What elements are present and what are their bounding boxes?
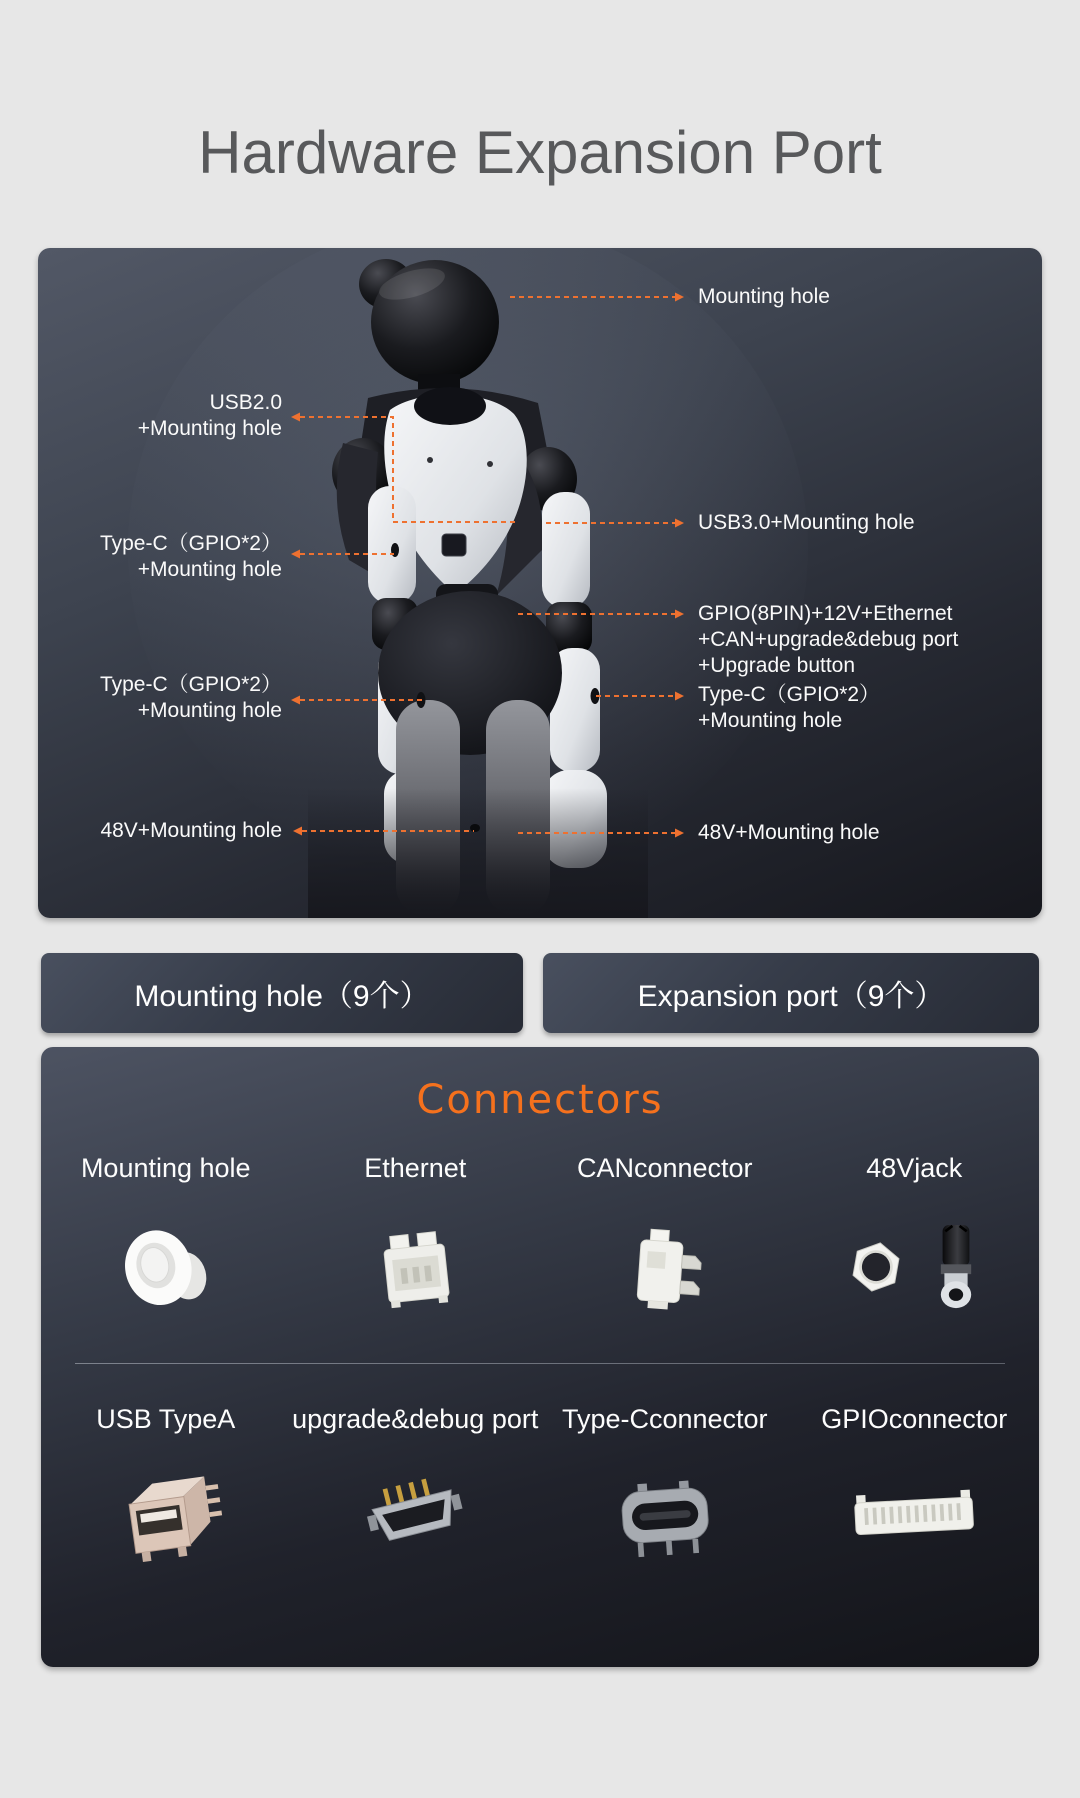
typec-connector-image xyxy=(594,1461,736,1566)
callout-line: Type-C（GPIO*2） xyxy=(698,683,881,706)
arrowhead-right-icon xyxy=(675,692,684,701)
arrowhead-right-icon xyxy=(675,610,684,619)
callout-line: +Upgrade button xyxy=(698,654,856,677)
gpio-connector-image xyxy=(844,1481,984,1547)
callout-line: Type-C（GPIO*2） xyxy=(99,532,282,555)
connectors-row1-images xyxy=(41,1217,1039,1317)
connector-label: GPIOconnector xyxy=(821,1404,1008,1434)
connectors-row2-images xyxy=(41,1456,1039,1571)
connector-label: 48Vjack xyxy=(866,1153,963,1183)
callout-typec-right xyxy=(698,682,880,734)
callout-line: 48V+Mounting hole xyxy=(698,821,880,844)
callout-line: +Mounting hole xyxy=(137,699,282,722)
robot-diagram-panel xyxy=(38,248,1042,918)
callout-48v-right xyxy=(698,820,880,846)
callout-line: +Mounting hole xyxy=(137,558,282,581)
connectors-heading: Connectors xyxy=(416,1077,664,1123)
banner-expansion-port xyxy=(543,953,1039,1033)
connector-label: Type-Cconnector xyxy=(561,1404,768,1434)
barrel-plug-icon xyxy=(931,1220,981,1314)
callout-line: 48V+Mounting hole xyxy=(100,819,282,842)
connectors-row2-labels xyxy=(41,1404,1039,1440)
arrowhead-right-icon xyxy=(675,829,684,838)
hex-nut-icon xyxy=(847,1237,905,1297)
callout-line: Mounting hole xyxy=(698,285,830,308)
mounting-hole-image xyxy=(111,1219,221,1315)
arrowhead-left-icon xyxy=(291,696,300,705)
callout-typec-left-2 xyxy=(38,672,282,724)
callout-line: GPIO(8PIN)+12V+Ethernet xyxy=(698,602,953,625)
arrowhead-left-icon xyxy=(291,413,300,422)
banner-label: Mounting hole（9个） xyxy=(134,980,430,1013)
connector-label: Ethernet xyxy=(364,1153,467,1183)
connector-label: upgrade&debug port xyxy=(292,1404,539,1434)
callout-usb3 xyxy=(698,510,915,536)
callout-mounting-hole-top xyxy=(698,284,830,310)
callout-line: +CAN+upgrade&debug port xyxy=(698,628,959,651)
leader-usb2 xyxy=(300,417,516,522)
banner-label: Expansion port（9个） xyxy=(637,980,945,1013)
callout-gpio-port xyxy=(698,601,958,679)
connector-label: USB TypeA xyxy=(96,1404,236,1434)
callout-usb2 xyxy=(38,390,282,442)
callout-line: +Mounting hole xyxy=(137,417,282,440)
page-title: Hardware Expansion Port xyxy=(198,119,882,186)
upgrade-debug-port-image xyxy=(344,1461,486,1566)
callout-line: USB3.0+Mounting hole xyxy=(698,511,915,534)
ethernet-connector-image xyxy=(360,1219,470,1315)
connectors-row1-labels xyxy=(41,1153,1039,1189)
callout-line: USB2.0 xyxy=(209,391,282,414)
arrowhead-left-icon xyxy=(291,550,300,559)
connectors-panel xyxy=(41,1047,1039,1667)
callout-line: +Mounting hole xyxy=(698,709,843,732)
connector-label: CANconnector xyxy=(576,1153,753,1183)
banner-mounting-hole xyxy=(41,953,523,1033)
arrowhead-right-icon xyxy=(675,519,684,528)
callout-typec-left-1 xyxy=(38,531,282,583)
connectors-divider xyxy=(75,1363,1005,1364)
can-connector-image xyxy=(610,1219,720,1315)
arrowhead-right-icon xyxy=(675,293,684,302)
arrowhead-left-icon xyxy=(293,827,302,836)
jack-48v-image xyxy=(847,1220,981,1314)
callout-line: Type-C（GPIO*2） xyxy=(99,673,282,696)
callout-48v-left xyxy=(38,818,282,844)
usb-typea-image xyxy=(104,1461,228,1566)
connector-label: Mounting hole xyxy=(80,1153,251,1183)
